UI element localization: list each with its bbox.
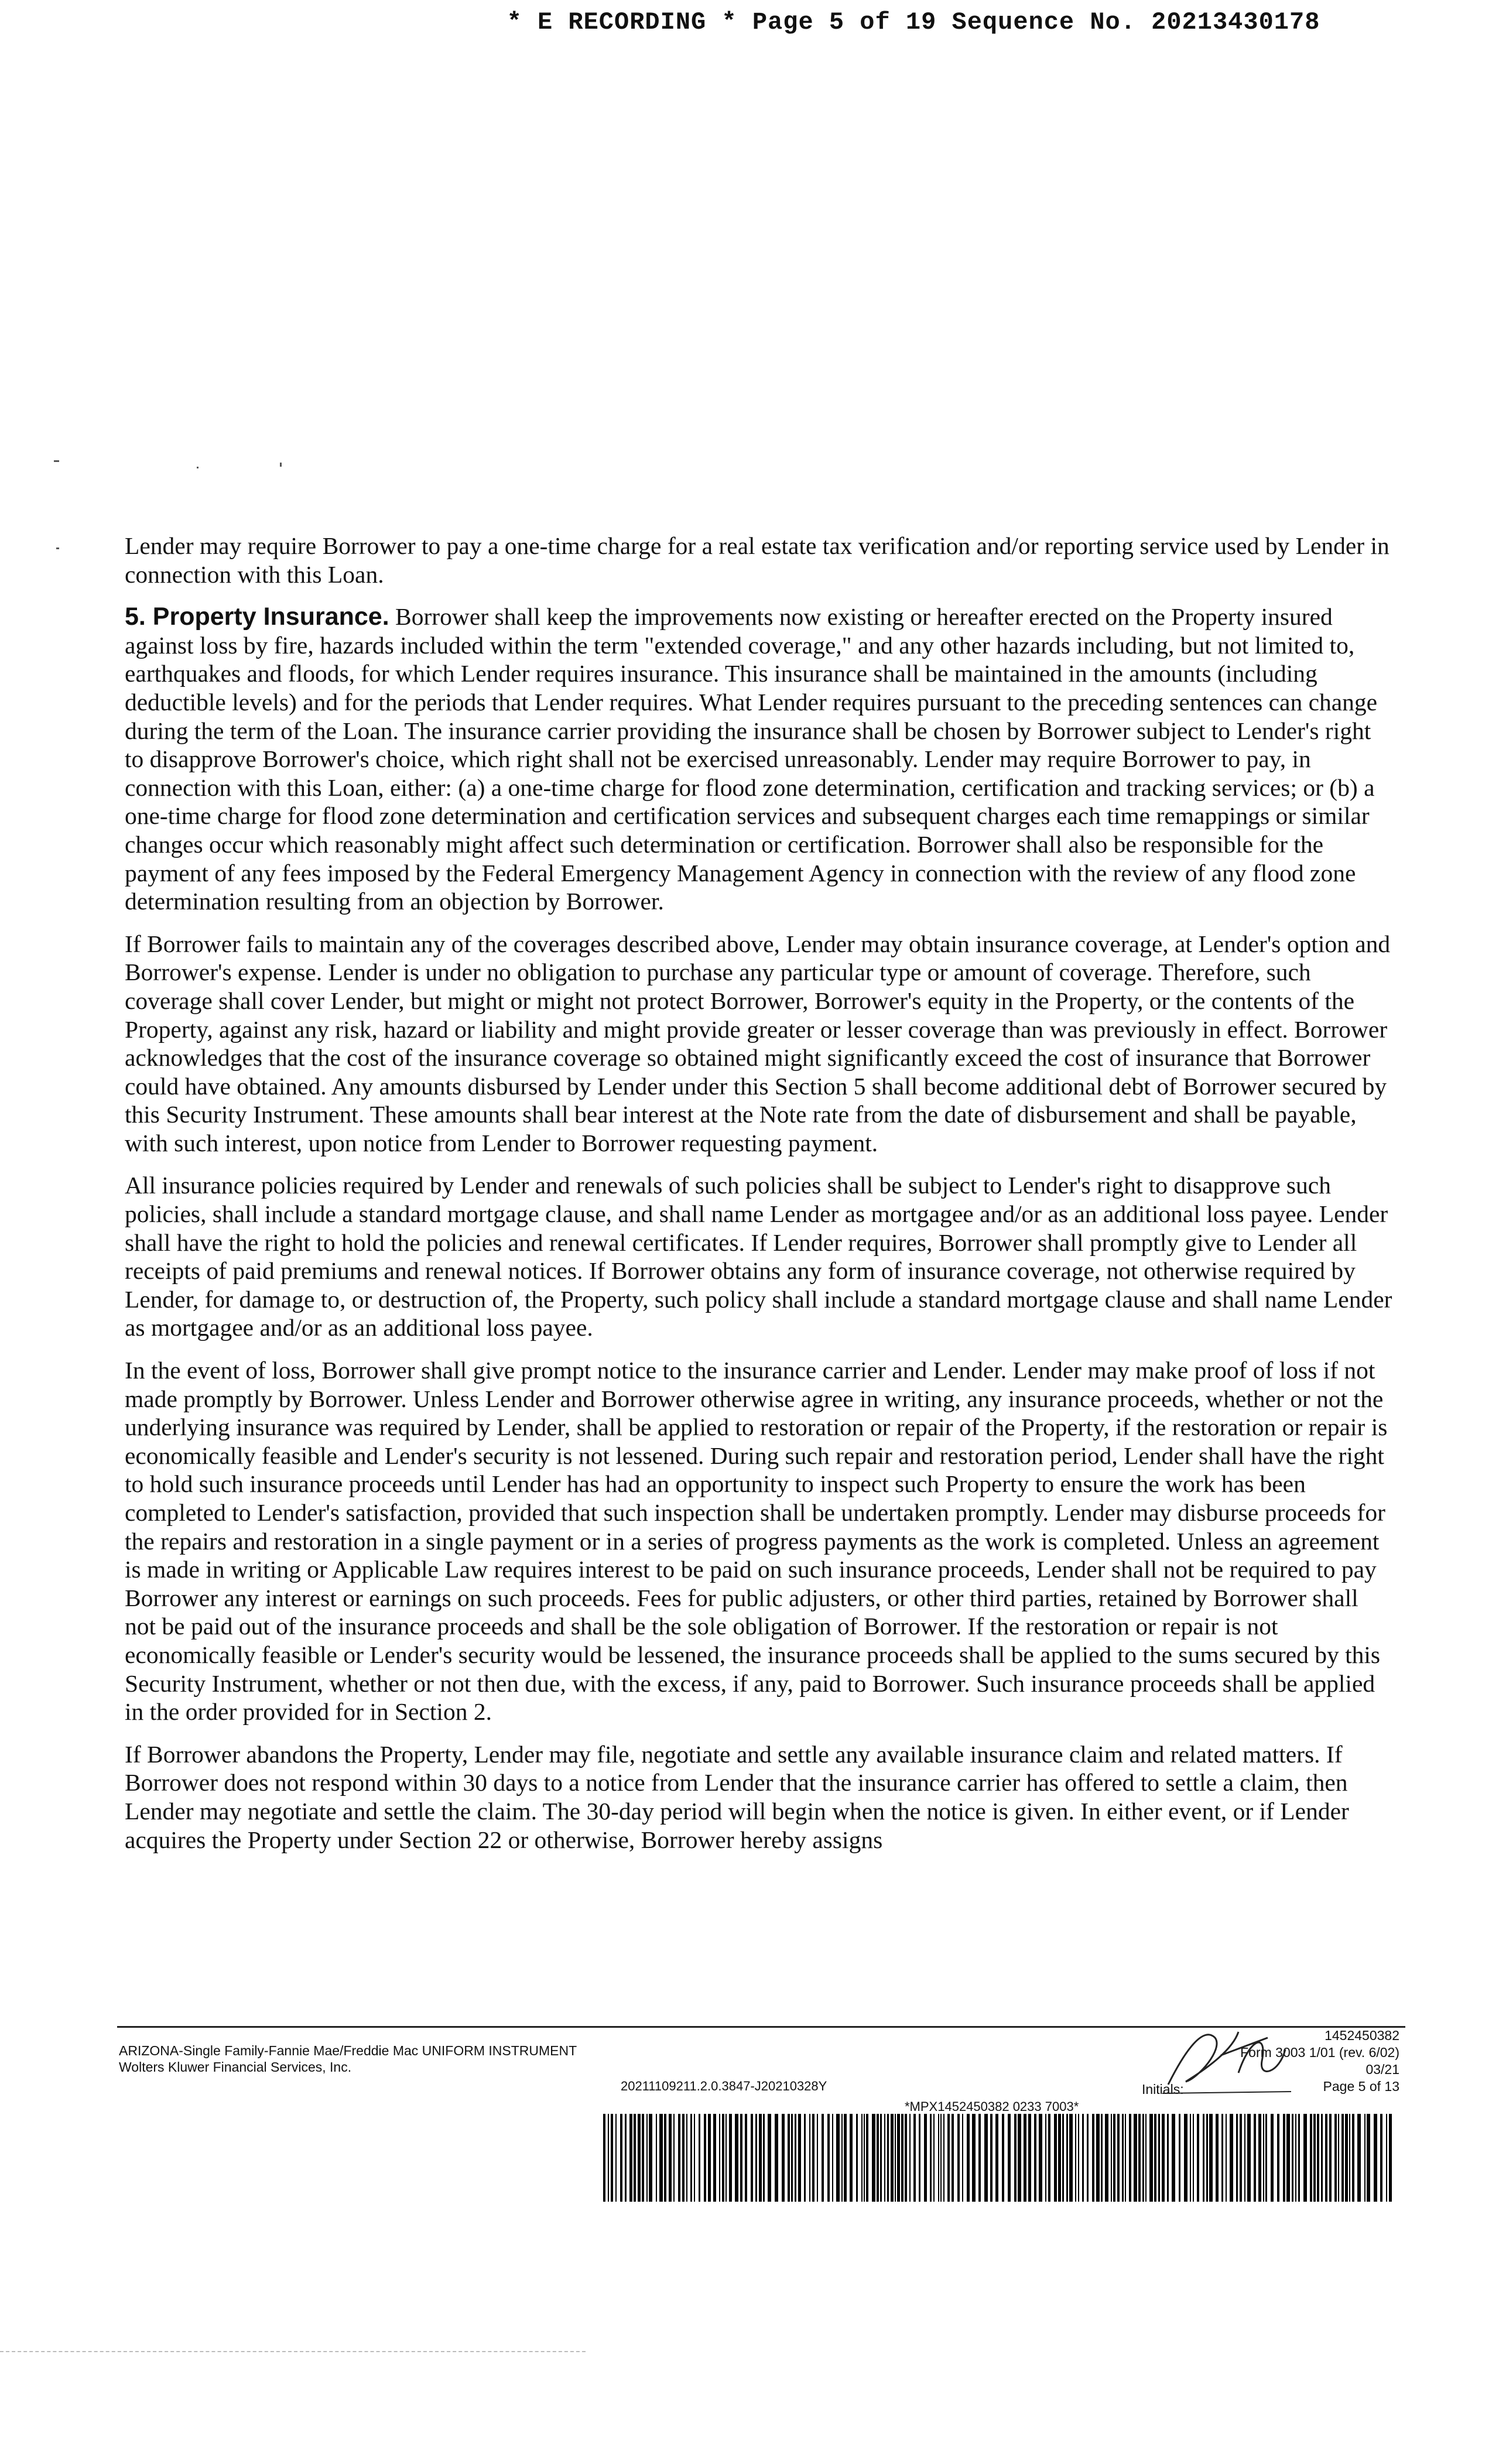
barcode-bar: [1162, 2114, 1165, 2202]
barcode-bar: [1206, 2114, 1208, 2202]
barcode-bar: [1277, 2114, 1279, 2202]
barcode-bar: [913, 2114, 916, 2202]
barcode-bar: [822, 2114, 824, 2202]
barcode-bar: [1069, 2114, 1073, 2202]
barcode-bar: [827, 2114, 830, 2202]
barcode-bar: [1105, 2114, 1108, 2202]
barcode-bar: [995, 2114, 998, 2202]
barcode-bar: [924, 2114, 927, 2202]
scan-speck: [197, 467, 199, 468]
barcode-bar: [1002, 2114, 1004, 2202]
barcode-bar: [1389, 2114, 1392, 2202]
barcode-bar: [887, 2114, 889, 2202]
barcode-bar: [690, 2114, 692, 2202]
barcode-bar: [978, 2114, 981, 2202]
section-5-paragraph-3: All insurance policies required by Lender and renewals of such policies shall be subject to Lender's right to disapprove such policies, shall include a standard mortgage clause, and shall name Lender as mortgagee and/or as an additional loss payee. Lender shall have the right to hold the policies and renewal certificates. If Lender requires, Borrower shall promptly give to Lender all receipts of paid premiums and renewal notices. If Borrower obtains any form of insurance coverage, not otherwise required by Lender, for damage to, or destruction of, the Property, such policy shall include a standard mortgage clause and shall name Lender as mortgagee and/or as an additional loss payee.: [125, 1172, 1392, 1341]
barcode-bar: [615, 2114, 617, 2202]
barcode-bar: [1364, 2114, 1365, 2202]
barcode-bar: [1125, 2114, 1126, 2202]
barcode-bar: [798, 2114, 801, 2202]
barcode-bar: [740, 2114, 742, 2202]
barcode-bar: [1138, 2114, 1141, 2202]
barcode-bar: [775, 2114, 778, 2202]
barcode-bar: [722, 2114, 724, 2202]
scan-speck: [54, 460, 59, 462]
barcode-bar: [1179, 2114, 1180, 2202]
barcode-bar: [891, 2114, 894, 2202]
barcode-bar: [1240, 2114, 1242, 2202]
barcode-bar: [735, 2114, 738, 2202]
barcode-bar: [1158, 2114, 1160, 2202]
barcode-bar: [1357, 2114, 1361, 2202]
barcode-bar: [1034, 2114, 1036, 2202]
barcode-bar: [1338, 2114, 1339, 2202]
barcode-bar: [629, 2114, 632, 2202]
initials-signature: [1151, 2014, 1303, 2102]
section-5-paragraph-4: In the event of loss, Borrower shall give prompt notice to the insurance carrier and Lender. Lender may make proof of loss if not made promptly by Borrower. Unless Lender and Borrower otherwise agree in writing, any insurance proceeds, whether or not the underlying insurance was required by Lender, shall be applied to restoration or repair of the Property, if the restoration or repair is economically feasible and Lender's security is not lessened. During such repair and restoration period, Lender shall have the right to hold such insurance proceeds until Lender has had an opportunity to inspect such Property to ensure the work has been completed to Lender's satisfaction, provided that such inspection shall be undertaken promptly. Lender may disburse proceeds for the repairs and restoration in a single payment or in a series of progress payments as the work is completed. Unless an agreement is made in writing or Applicable Law requires interest to be paid on such insurance proceeds, Lender shall not be required to pay Borrower any interest or earnings on such proceeds. Fees for public adjusters, or other third parties, retained by Borrower shall not be paid out of the insurance proceeds and shall be the sole obligation of Borrower. If the restoration or repair is not economically feasible or Lender's security would be lessened, the insurance proceeds shall be applied to the sums secured by this Security Instrument, whether or not then due, with the excess, if any, paid to Borrower. Such insurance proceeds shall be applied in the order provided for in Section 2.: [125, 1357, 1388, 1726]
barcode-bar: [791, 2114, 793, 2202]
footer-form-info: [119, 2042, 577, 2075]
scan-artifact-line: [0, 2351, 586, 2352]
section-5-paragraph-5: If Borrower abandons the Property, Lender may file, negotiate and settle any available insurance claim and related matters. If Borrower does not respond within 30 days to a notice from Lender that the insurance carrier has offered to settle a claim, then Lender may negotiate and settle the claim. The 30-day period will begin when the notice is given. In either event, or if Lender acquires the Property under Section 22 or otherwise, Borrower hereby assigns: [125, 1740, 1349, 1853]
document-body: [125, 532, 1395, 1868]
barcode-bar: [1145, 2114, 1147, 2202]
barcode-bar: [759, 2114, 762, 2202]
barcode-bar: [1008, 2114, 1011, 2202]
form-title: ARIZONA-Single Family-Fannie Mae/Freddie Mac UNIFORM INSTRUMENT: [119, 2043, 577, 2058]
barcode-bar: [1265, 2114, 1267, 2202]
barcode-bar: [1149, 2114, 1153, 2202]
barcode-bar: [608, 2114, 609, 2202]
barcode-bar: [1325, 2114, 1327, 2202]
barcode-bar: [1313, 2114, 1316, 2202]
barcode-bar: [943, 2114, 944, 2202]
barcode-bar: [1341, 2114, 1344, 2202]
barcode-bar: [850, 2114, 853, 2202]
barcode-bar: [699, 2114, 700, 2202]
publisher: Wolters Kluwer Financial Services, Inc.: [119, 2059, 352, 2075]
barcode-bar: [719, 2114, 720, 2202]
barcode-bar: [763, 2114, 765, 2202]
barcode-bar: [1380, 2114, 1382, 2202]
barcode-bar: [984, 2114, 988, 2202]
barcode-bar: [625, 2114, 627, 2202]
barcode-bar: [1096, 2114, 1100, 2202]
scan-speck: [56, 547, 59, 549]
barcode-bar: [809, 2114, 810, 2202]
barcode-bar: [656, 2114, 657, 2202]
barcode-bar: [1039, 2114, 1042, 2202]
section-5-paragraph-1: [125, 603, 1395, 916]
barcode-bar: [1329, 2114, 1332, 2202]
barcode-bar: [1075, 2114, 1076, 2202]
barcode-bar: [1142, 2114, 1144, 2202]
barcode-bar: [866, 2114, 868, 2202]
barcode-bar: [940, 2114, 942, 2202]
barcode-bar: [836, 2114, 840, 2202]
barcode-bar: [1058, 2114, 1061, 2202]
barcode-bar: [844, 2114, 847, 2202]
barcode-bar: [669, 2114, 672, 2202]
barcode-bar: [1018, 2114, 1021, 2202]
barcode-bar: [1283, 2114, 1285, 2202]
barcode-bar: [919, 2114, 920, 2202]
barcode-bar: [1024, 2114, 1026, 2202]
barcode-bar: [768, 2114, 771, 2202]
barcode-bar: [938, 2114, 939, 2202]
barcode-bar: [864, 2114, 865, 2202]
barcode-bar: [1167, 2114, 1169, 2202]
barcode-bar: [1216, 2114, 1219, 2202]
barcode-bar: [725, 2114, 727, 2202]
barcode-bar: [895, 2114, 896, 2202]
barcode-bar: [1122, 2114, 1124, 2202]
barcode-bar: [1092, 2114, 1094, 2202]
barcode-bar: [812, 2114, 814, 2202]
barcode-bar: [1244, 2114, 1245, 2202]
barcode-bar: [1203, 2114, 1204, 2202]
barcode-bar: [1066, 2114, 1068, 2202]
barcode-bar: [1236, 2114, 1238, 2202]
barcode-bar: [832, 2114, 833, 2202]
section-5-heading: 5. Property Insurance.: [125, 603, 389, 631]
barcode-bar: [642, 2114, 644, 2202]
barcode-bar: [686, 2114, 687, 2202]
barcode-bar: [909, 2114, 911, 2202]
barcode-bar: [1271, 2114, 1274, 2202]
barcode-bar: [795, 2114, 796, 2202]
barcode-bar: [713, 2114, 716, 2202]
barcode-bar: [603, 2114, 605, 2202]
barcode-bar: [1230, 2114, 1233, 2202]
barcode-bar: [1321, 2114, 1323, 2202]
barcode-bar: [673, 2114, 675, 2202]
barcode-bar: [751, 2114, 753, 2202]
barcode-bar: [1367, 2114, 1370, 2202]
barcode-bar: [611, 2114, 613, 2202]
barcode-bar: [817, 2114, 818, 2202]
barcode-bar: [880, 2114, 882, 2202]
recording-header: * E RECORDING * Page 5 of 19 Sequence No. 20213430178: [506, 8, 1320, 36]
barcode-bar: [620, 2114, 622, 2202]
barcode-bar: [1184, 2114, 1187, 2202]
barcode-bar: [861, 2114, 863, 2202]
barcode-bar: [947, 2114, 950, 2202]
barcode-bar: [905, 2114, 907, 2202]
barcode-bar: [1078, 2114, 1079, 2202]
barcode-bar: [1129, 2114, 1131, 2202]
barcode-bar: [1028, 2114, 1031, 2202]
barcode-bar: [957, 2114, 960, 2202]
barcode-bar: [1352, 2114, 1354, 2202]
barcode-bar: [1117, 2114, 1120, 2202]
barcode-bar: [745, 2114, 747, 2202]
barcode-bar: [1014, 2114, 1017, 2202]
barcode-bar: [782, 2114, 785, 2202]
barcode-bar: [1263, 2114, 1264, 2202]
barcode-bar: [1295, 2114, 1296, 2202]
barcode-bar: [877, 2114, 879, 2202]
barcode-bar: [1247, 2114, 1251, 2202]
barcode-bar: [901, 2114, 903, 2202]
barcode-bar: [1062, 2114, 1064, 2202]
barcode-bar: [664, 2114, 666, 2202]
barcode-bar: [1317, 2114, 1319, 2202]
barcode-bar: [1386, 2114, 1387, 2202]
document-code: 20211109211.2.0.3847-J20210328Y: [621, 2079, 827, 2093]
barcode-bar: [729, 2114, 732, 2202]
barcode-bar: [1101, 2114, 1103, 2202]
barcode-bar: [638, 2114, 641, 2202]
barcode-bar: [1226, 2114, 1227, 2202]
barcode-bar: [634, 2114, 636, 2202]
barcode-bar: [1045, 2114, 1046, 2202]
barcode: [603, 2114, 1394, 2202]
barcode-bar: [1221, 2114, 1223, 2202]
barcode-bar: [788, 2114, 790, 2202]
barcode-bar: [990, 2114, 993, 2202]
page-of: Page 5 of 13: [1323, 2079, 1399, 2094]
barcode-bar: [972, 2114, 976, 2202]
barcode-bar: [1258, 2114, 1261, 2202]
barcode-bar: [708, 2114, 711, 2202]
barcode-bar: [962, 2114, 963, 2202]
barcode-bar: [1209, 2114, 1213, 2202]
barcode-bar: [646, 2114, 648, 2202]
barcode-bar: [1190, 2114, 1191, 2202]
intro-paragraph: Lender may require Borrower to pay a one-time charge for a real estate tax verification and/or reporting service used by Lender in connection with this Loan.: [125, 532, 1390, 588]
barcode-bar: [1082, 2114, 1084, 2202]
barcode-bar: [755, 2114, 757, 2202]
scan-speck: [280, 463, 282, 467]
barcode-bar: [1054, 2114, 1057, 2202]
loan-number: 1452450382: [1325, 2028, 1399, 2043]
barcode-bar: [1111, 2114, 1112, 2202]
barcode-bar: [678, 2114, 680, 2202]
barcode-bar: [1345, 2114, 1348, 2202]
barcode-bar: [967, 2114, 970, 2202]
barcode-bar: [804, 2114, 806, 2202]
barcode-bar: [1374, 2114, 1377, 2202]
barcode-bar: [1197, 2114, 1199, 2202]
barcode-bar: [1303, 2114, 1307, 2202]
barcode-bar: [694, 2114, 695, 2202]
barcode-bar: [1298, 2114, 1300, 2202]
initials-label: Initials:: [1142, 2082, 1184, 2097]
barcode-text: *MPX1452450382 0233 7003*: [905, 2099, 1079, 2114]
barcode-bar: [1286, 2114, 1290, 2202]
barcode-bar: [884, 2114, 885, 2202]
barcode-bar: [1113, 2114, 1115, 2202]
barcode-bar: [682, 2114, 685, 2202]
barcode-bar: [704, 2114, 706, 2202]
barcode-bar: [952, 2114, 954, 2202]
barcode-bar: [841, 2114, 843, 2202]
barcode-bar: [659, 2114, 663, 2202]
barcode-bar: [856, 2114, 858, 2202]
barcode-bar: [1048, 2114, 1050, 2202]
barcode-bar: [1292, 2114, 1293, 2202]
barcode-bar: [1334, 2114, 1337, 2202]
form-date: 03/21: [1365, 2062, 1399, 2077]
barcode-bar: [1193, 2114, 1194, 2202]
barcode-bar: [649, 2114, 652, 2202]
section-5-paragraph-2: If Borrower fails to maintain any of the coverages described above, Lender may obtain insurance coverage, at Lender's option and Borrower's expense. Lender is under no obligation to purchase any particular type or amount of coverage. Therefore, such coverage shall cover Lender, but might or might not protect Borrower, Borrower's equity in the Property, or the contents of the Property, against any risk, hazard or liability and might provide greater or lesser coverage than was previously in effect. Borrower acknowledges that the cost of the insurance coverage so obtained might significantly exceed the cost of insurance that Borrower could have obtained. Any amounts disbursed by Lender under this Section 5 shall become additional debt of Borrower secured by this Security Instrument. These amounts shall bear interest at the Note rate from the date of disbursement and shall be payable, with such interest, upon notice from Lender to Borrower requesting payment.: [125, 930, 1391, 1156]
barcode-bar: [1134, 2114, 1137, 2202]
barcode-bar: [897, 2114, 900, 2202]
barcode-bar: [872, 2114, 875, 2202]
section-5-text-1: Borrower shall keep the improvements now existing or hereafter erected on the Property insured against loss by fire, hazards included within the term "extended coverage," and any other hazards including, but not limited to, earthquakes and floods, for which Lender requires insurance. This insurance shall be maintained in the amounts (including deductible levels) and for the periods that Lender requires. What Lender requires pursuant to the preceding sentences can change during the term of the Loan. The insurance carrier providing the insurance shall be chosen by Borrower subject to Lender's right to disapprove Borrower's choice, which right shall not be exercised unreasonably. Lender may require Borrower to pay, in connection with this Loan, either: (a) a one-time charge for flood zone determination, certification and tracking services; or (b) a one-time charge for flood zone determination and certification services and subsequent charges each time remappings or similar changes occur which reasonably might affect such determination or certification. Borrower shall also be responsible for the payment of any fees imposed by the Federal Emergency Management Agency in connection with the review of any flood zone determination resulting from an objection by Borrower.: [125, 603, 1378, 915]
barcode-bar: [1087, 2114, 1089, 2202]
barcode-bar: [1310, 2114, 1312, 2202]
barcode-bar: [1172, 2114, 1175, 2202]
barcode-bar: [1254, 2114, 1256, 2202]
barcode-bar: [1349, 2114, 1350, 2202]
barcode-bar: [930, 2114, 932, 2202]
form-number: Form 3003 1/01 (rev. 6/02): [1240, 2045, 1399, 2060]
barcode-bar: [933, 2114, 935, 2202]
barcode-bar: [1154, 2114, 1156, 2202]
